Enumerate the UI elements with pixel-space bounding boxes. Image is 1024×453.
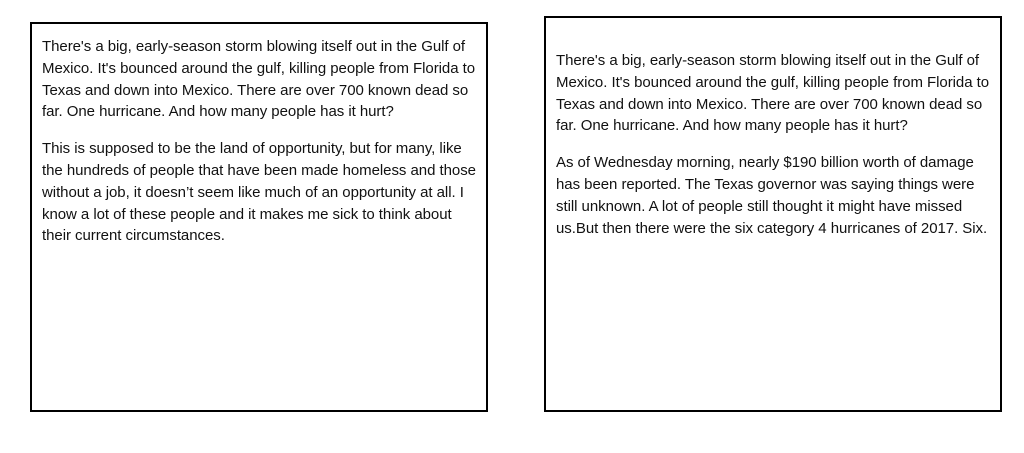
panel-left-paragraph-2: This is supposed to be the land of opportunity, but for many, like the hundreds of people that have been made homeless and those without a job, it doesn’t seem like much of an opportunity at all. I know a lot of these people and it makes me sick to think about their current circumstances. — [42, 140, 476, 245]
panel-right-paragraph-2: As of Wednesday morning, nearly $190 billion worth of damage has been reported. The Texas governor was saying things were still unknown. A lot of people still thought it might have missed us.But then there were the six category 4 hurricanes of 2017. Six. — [556, 154, 988, 237]
text-panel-right — [544, 16, 1002, 412]
text-panel-left — [30, 22, 488, 412]
panel-left-paragraph-1: There's a big, early-season storm blowing itself out in the Gulf of Mexico. It's bounced around the gulf, killing people from Florida to Texas and down into Mexico. There are over 700 known dead so far. One hurricane. And how many people has it hurt? — [42, 38, 476, 121]
panel-right-paragraph-1: There's a big, early-season storm blowing itself out in the Gulf of Mexico. It's bounced around the gulf, killing people from Florida to Texas and down into Mexico. There are over 700 known dead so far. One hurricane. And how many people has it hurt? — [556, 52, 990, 135]
